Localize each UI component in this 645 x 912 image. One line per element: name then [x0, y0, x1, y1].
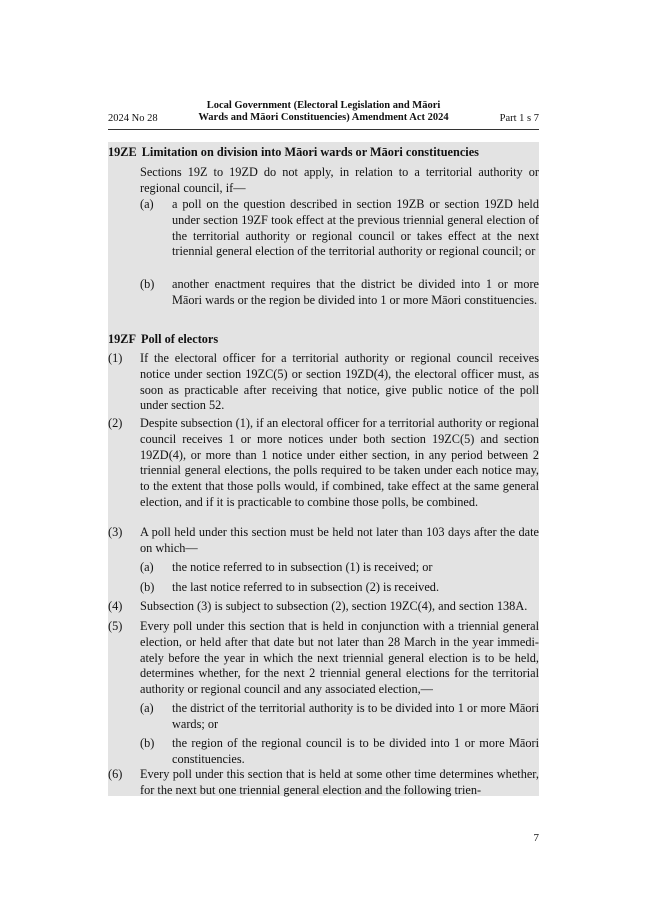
section-title: Poll of electors	[141, 332, 219, 346]
running-header	[108, 100, 539, 130]
subsection-label: (5)	[108, 619, 123, 633]
part-section-ref: Part 1 s 7	[499, 113, 539, 124]
section-heading-19ZE	[108, 145, 479, 160]
subsection-text: Subsection (3) is subject to subsection (2), section 19ZC(4), and section 138A.	[140, 599, 528, 613]
para-text: the region of the regional council is to be divided into 1 or more Māori constituencies.	[172, 736, 539, 766]
subsection-label: (6)	[108, 767, 123, 781]
para-label: (b)	[140, 277, 155, 291]
act-title-line2: Wards and Māori Constituencies) Amendment Act 2024	[198, 112, 449, 123]
para-text: another enactment requires that the district be divided into 1 or more Māori wards or the region be divided into 1 or more Māori constituencies.	[172, 277, 539, 307]
act-title-line1: Local Government (Electoral Legislation and Māori	[206, 100, 441, 111]
subsection-text: Every poll under this section that is held at some other time determines whether, for the next but one triennial general election and the following trien-	[140, 767, 539, 797]
subsection-text: If the electoral officer for a territorial authority or regional council receives notice under section 19ZC(5) or section 19ZD(4), the electoral officer must, as soon as practicable after receiving that notice, give public notice of the poll under section 52.	[140, 351, 539, 413]
para-label: (a)	[140, 560, 154, 574]
para-text: the district of the territorial authority is to be divided into 1 or more Māori wards; or	[172, 701, 539, 731]
section-heading-19ZF	[108, 332, 218, 347]
section-title: Limitation on division into Māori wards or Māori constituencies	[141, 145, 479, 159]
section-intro: Sections 19Z to 19ZD do not apply, in relation to a territorial authority or regional council, if—	[140, 165, 539, 195]
act-title	[108, 100, 539, 124]
section-number: 19ZF	[108, 332, 137, 346]
section-number: 19ZE	[108, 145, 137, 159]
para-text: a poll on the question described in section 19ZB or section 19ZD held under section 19ZF took effect at the previous triennial general election of the territorial authority or regional council or takes effect at the next triennial general election of the territorial authority or regional council; or	[172, 197, 539, 259]
para-label: (a)	[140, 197, 154, 211]
header-rule	[108, 129, 539, 130]
subsection-text: Every poll under this section that is held in conjunction with a triennial general election, or held after that date but not later than 28 March in the year immediately before the year in which the next triennial general election is to be held, determines whether, for the next 2 triennial general elections for the territorial authority or regional council and any associated election,—	[140, 619, 539, 697]
subsection-label: (3)	[108, 525, 123, 539]
inserted-text-block	[108, 142, 539, 796]
subsection-text: A poll held under this section must be held not later than 103 days after the date on which—	[140, 525, 539, 555]
subsection-label: (1)	[108, 351, 123, 365]
subsection-label: (4)	[108, 599, 123, 613]
subsection-text: Despite subsection (1), if an electoral officer for a territorial authority or regional council receives 1 or more notices under both section 19ZC(5) and section 19ZD(4), or more than 1 notice under either section, in any period between 2 triennial general elections, the polls required to be taken under each notice may, to the extent that those polls would, if combined, take effect at the same general election, and if it is practicable to combine those polls, be combined.	[140, 416, 539, 509]
para-label: (a)	[140, 701, 154, 715]
page-number: 7	[533, 832, 539, 844]
para-text: the last notice referred to in subsection (2) is received.	[172, 580, 440, 594]
para-text: the notice referred to in subsection (1) is received; or	[172, 560, 433, 574]
act-number: 2024 No 28	[108, 113, 158, 124]
subsection-label: (2)	[108, 416, 123, 430]
para-label: (b)	[140, 580, 155, 594]
para-label: (b)	[140, 736, 155, 750]
